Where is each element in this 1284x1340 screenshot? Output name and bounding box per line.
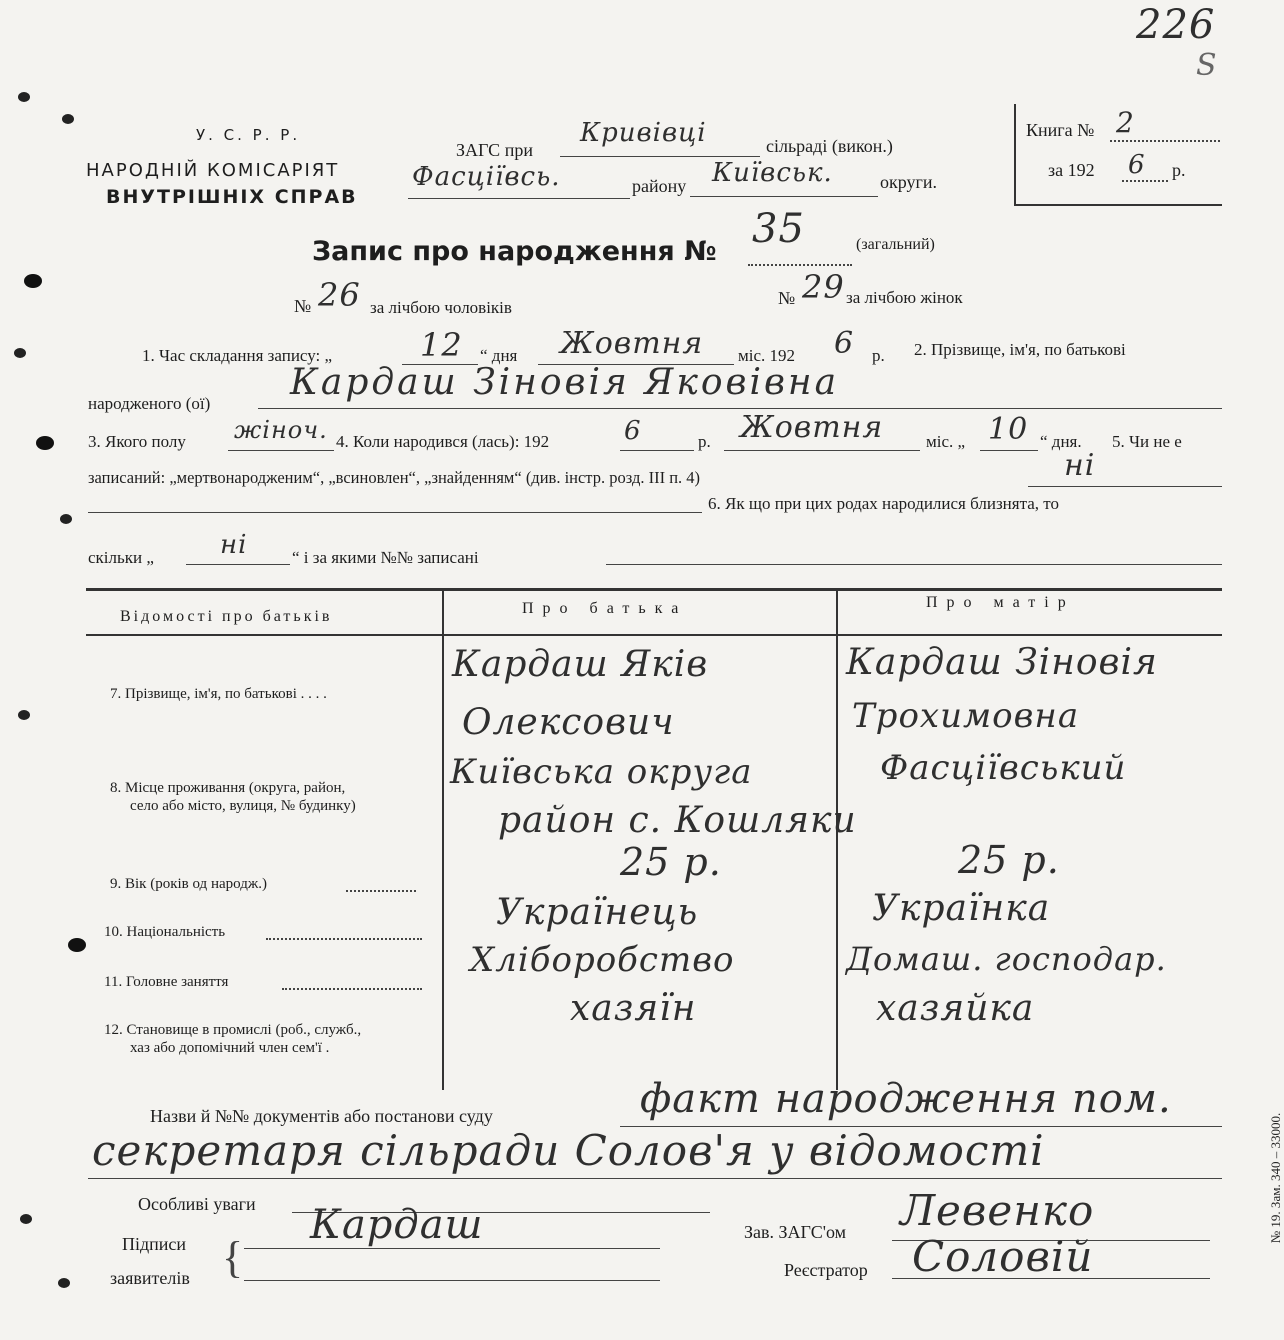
row-9-label: 9. Вік (років од народж.) bbox=[110, 876, 267, 892]
row-10-label: 10. Національність bbox=[104, 924, 226, 940]
book-label: Книга № bbox=[1026, 120, 1095, 140]
mother-age-handwritten: 25 р. bbox=[958, 838, 1060, 882]
field1-day-handwritten: 12 bbox=[420, 326, 463, 364]
mother-name-handwritten: Кардаш Зіновія bbox=[846, 642, 1158, 683]
field2-label: 2. Прізвище, ім'я, по батькові bbox=[914, 340, 1126, 359]
field5-label-cont: записаний: „мертвонародженим“, „всиновлен“, „знайденням“ (див. інстр. розд. III п. 4) bbox=[88, 468, 701, 487]
documents-cont-line bbox=[88, 1178, 1222, 1179]
field1-label: 1. Час складання запису: „ bbox=[142, 346, 333, 365]
declarant-signature-line bbox=[244, 1248, 660, 1249]
signatures-brace: { bbox=[222, 1233, 244, 1282]
father-residence-handwritten: Київська округа bbox=[450, 752, 753, 792]
father-residence-cont-handwritten: район с. Кошляки bbox=[498, 800, 857, 841]
men-count-label: за лічбою чоловіків bbox=[370, 298, 512, 317]
page-number-handwritten: 226 bbox=[1136, 2, 1216, 48]
field1-month-handwritten: Жовтня bbox=[560, 326, 704, 361]
row-11-label: 11. Головне заняття bbox=[104, 974, 229, 990]
documents-label: Назви й №№ документів або постанови суду bbox=[150, 1106, 493, 1126]
field1-year-handwritten: 6 bbox=[834, 326, 855, 361]
mother-status-handwritten: хазяйка bbox=[876, 988, 1035, 1029]
zags-head-label: Зав. ЗАГС'ом bbox=[744, 1222, 846, 1242]
signatures-label: Підписи bbox=[122, 1234, 187, 1254]
district-handwritten: Фасціївсь. bbox=[412, 162, 561, 192]
child-name-handwritten: Кардаш Зіновія Яковівна bbox=[290, 362, 840, 403]
documents-cont-handwritten: секретаря сільради Солов'я у відомості bbox=[92, 1126, 1045, 1175]
punch-hole bbox=[58, 1278, 70, 1288]
field6-label: 6. Як що при цих родах народилися близнята, то bbox=[708, 494, 1059, 513]
zags-prefix: ЗАГС при bbox=[456, 140, 533, 160]
documents-handwritten: факт народження пом. bbox=[640, 1076, 1172, 1122]
punch-hole bbox=[24, 274, 42, 288]
zags-suffix: сільраді (викон.) bbox=[766, 136, 893, 156]
birth-day-handwritten: 10 bbox=[988, 412, 1029, 447]
birth-day-line bbox=[980, 450, 1038, 451]
zags-village-line bbox=[560, 156, 760, 157]
twins-handwritten: ні bbox=[220, 530, 248, 560]
birth-month-handwritten: Жовтня bbox=[740, 410, 884, 445]
table-top-rule bbox=[86, 588, 1222, 591]
commissariat-line2: ВНУТРІШНІХ СПРАВ bbox=[106, 186, 358, 208]
row-11-dots bbox=[282, 988, 422, 990]
row-10-dots bbox=[266, 938, 422, 940]
birth-month-line bbox=[724, 450, 920, 451]
field4-label: 4. Коли народився (лась): 192 bbox=[336, 432, 550, 451]
row-9-dots bbox=[346, 890, 416, 892]
punch-hole bbox=[68, 938, 86, 952]
men-count-handwritten: 26 bbox=[318, 276, 361, 314]
birth-mis-label: міс. „ bbox=[926, 432, 966, 451]
sex-handwritten: жіноч. bbox=[234, 416, 328, 444]
mother-patronymic-handwritten: Трохимовна bbox=[852, 696, 1080, 736]
father-patronymic-handwritten: Олексович bbox=[462, 702, 675, 743]
side-print-number: № 19. Зам. 340 – 33000. bbox=[1268, 1112, 1283, 1244]
child-name-line bbox=[258, 408, 1222, 409]
twins-line bbox=[186, 564, 290, 565]
father-age-handwritten: 25 р. bbox=[620, 840, 722, 884]
birth-day-label: “ дня. bbox=[1040, 432, 1082, 451]
registrar-label: Реєстратор bbox=[784, 1260, 868, 1280]
field1-day-label: “ дня bbox=[480, 346, 518, 365]
birth-year-handwritten: 6 bbox=[624, 416, 642, 446]
ussr-label: У. С. Р. Р. bbox=[196, 126, 301, 144]
field5-extra-line bbox=[88, 512, 702, 513]
table-header-rule bbox=[86, 634, 1222, 636]
zags-village-handwritten: Кривівці bbox=[580, 118, 707, 148]
record-general-label: (загальний) bbox=[856, 236, 935, 253]
field6-label-cont: скільки „ bbox=[88, 548, 154, 567]
field5-line bbox=[1028, 486, 1222, 487]
row-8-label-cont: село або місто, вулиця, № будинку) bbox=[130, 798, 356, 814]
book-year-digit-handwritten: 6 bbox=[1128, 150, 1146, 180]
record-number-handwritten: 35 bbox=[752, 206, 805, 252]
okrug-line bbox=[690, 196, 878, 197]
district-line bbox=[408, 198, 630, 199]
field1-month-label: міс. 192 bbox=[738, 346, 796, 365]
registrar-signature-handwritten: Соловій bbox=[912, 1232, 1094, 1281]
men-count-prefix: № bbox=[294, 296, 312, 316]
field6-records-line bbox=[606, 564, 1222, 565]
field3-label: 3. Якого полу bbox=[88, 432, 186, 451]
declarant-signature-line-2 bbox=[244, 1280, 660, 1281]
book-year-label: за 192 bbox=[1048, 160, 1095, 180]
field5-handwritten: ні bbox=[1064, 448, 1096, 483]
declarant-signature-handwritten: Кардаш bbox=[310, 1202, 484, 1248]
sex-line bbox=[228, 450, 334, 451]
district-label: району bbox=[632, 176, 687, 196]
column-header-father: Про батька bbox=[522, 600, 688, 617]
row-12-label: 12. Становище в промислі (роб., служб., bbox=[104, 1022, 362, 1038]
women-count-prefix: № bbox=[778, 288, 796, 308]
zags-head-signature-handwritten: Левенко bbox=[900, 1186, 1095, 1235]
father-name-handwritten: Кардаш Яків bbox=[452, 644, 709, 685]
birth-year-line bbox=[620, 450, 694, 451]
mother-occupation-handwritten: Домаш. господар. bbox=[846, 940, 1167, 978]
punch-hole bbox=[14, 348, 26, 358]
row-7-label: 7. Прізвище, ім'я, по батькові . . . . bbox=[110, 686, 327, 702]
birth-year-r: р. bbox=[698, 432, 711, 451]
mother-residence-handwritten: Фасціївський bbox=[880, 748, 1127, 788]
father-occupation-handwritten: Хліборобство bbox=[470, 940, 735, 980]
book-number-handwritten: 2 bbox=[1116, 106, 1135, 139]
row-8-label: 8. Місце проживання (округа, район, bbox=[110, 780, 346, 796]
registrar-signature-line bbox=[892, 1278, 1210, 1279]
punch-hole bbox=[18, 92, 30, 102]
women-count-label: за лічбою жінок bbox=[846, 288, 963, 307]
father-status-handwritten: хазяїн bbox=[570, 988, 697, 1029]
record-title: Запис про народження № bbox=[312, 236, 717, 267]
mother-nationality-handwritten: Українка bbox=[872, 888, 1051, 929]
column-header-mother: Про матір bbox=[926, 594, 1075, 611]
father-nationality-handwritten: Українець bbox=[496, 892, 699, 933]
okrug-label: округи. bbox=[880, 172, 938, 192]
commissariat-line1: НАРОДНІЙ КОМІСАРІЯТ bbox=[86, 160, 340, 181]
field2-label-cont: народженого (ої) bbox=[88, 394, 211, 413]
notes-label: Особливі уваги bbox=[138, 1194, 256, 1214]
signatures-label-cont: заявителів bbox=[110, 1268, 190, 1288]
punch-hole bbox=[36, 436, 54, 450]
okrug-handwritten: Київськ. bbox=[712, 158, 833, 188]
column-header-info: Відомості про батьків bbox=[120, 608, 333, 625]
punch-hole bbox=[20, 1214, 32, 1224]
record-number-line bbox=[748, 264, 852, 266]
table-col-divider-1 bbox=[442, 590, 444, 1090]
women-count-handwritten: 29 bbox=[802, 268, 845, 306]
book-year-suffix: р. bbox=[1172, 160, 1186, 180]
row-12-label-cont: хаз або допомічний член сем'ї . bbox=[130, 1040, 330, 1056]
punch-hole bbox=[60, 514, 72, 524]
punch-hole bbox=[18, 710, 30, 720]
book-number-line bbox=[1110, 140, 1220, 142]
field1-year-label: р. bbox=[872, 346, 885, 365]
corner-mark: S bbox=[1196, 48, 1218, 83]
book-year-line bbox=[1122, 180, 1168, 182]
field5-label: 5. Чи не е bbox=[1112, 432, 1182, 451]
punch-hole bbox=[62, 114, 74, 124]
field6-label-end: “ і за якими №№ записані bbox=[292, 548, 479, 567]
